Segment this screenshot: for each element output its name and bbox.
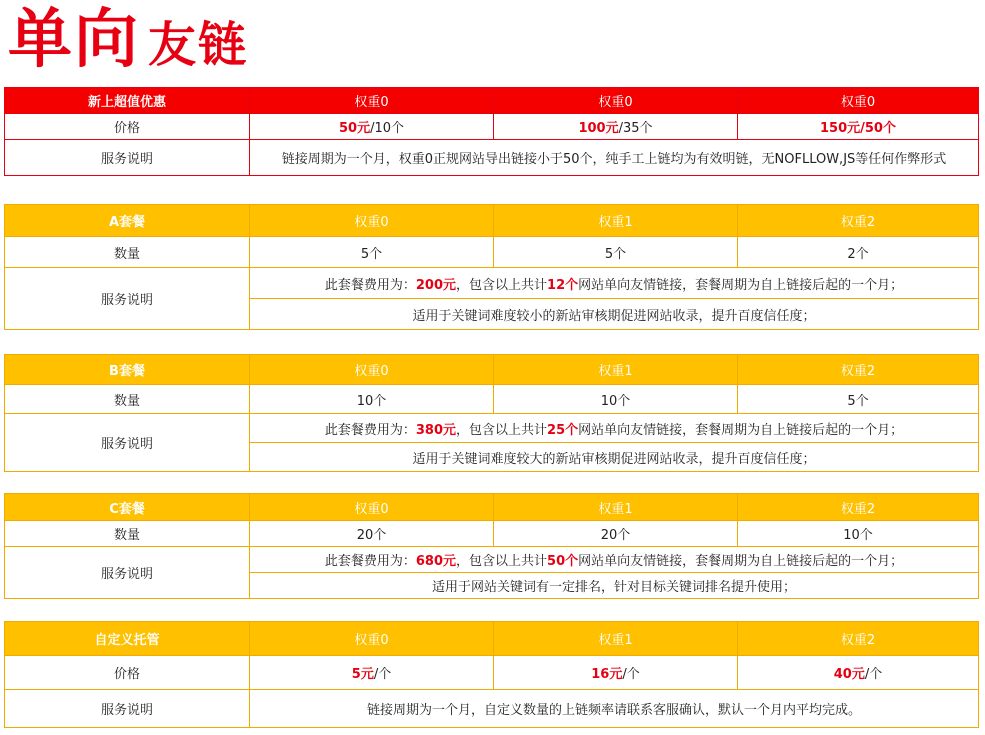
table-header-row <box>5 88 979 114</box>
quantity-cell: 10个 <box>494 385 738 414</box>
package-name: B套餐 <box>5 355 250 385</box>
weight-header: 权重2 <box>738 494 979 521</box>
price-unit: /个 <box>864 667 883 682</box>
package-price: 200元 <box>415 277 457 293</box>
package-count: 12个 <box>547 277 579 293</box>
weight-header: 权重1 <box>494 355 738 385</box>
quantity-cell: 5个 <box>494 237 738 268</box>
quantity-row <box>5 385 979 414</box>
weight-header: 权重0 <box>738 88 979 114</box>
price-cell <box>494 114 738 140</box>
price-unit: /个 <box>622 667 640 682</box>
service-row <box>5 547 979 573</box>
weight-header: 权重0 <box>250 622 494 656</box>
desc-text: 此套餐费用为： <box>324 422 416 438</box>
row-label: 服务说明 <box>5 140 250 176</box>
price-value: 5元 <box>351 667 374 682</box>
desc-text: 网站单向友情链接，套餐周期为自上链接后起的一个月； <box>578 277 904 293</box>
quantity-cell: 10个 <box>250 385 494 414</box>
weight-header: 权重2 <box>738 622 979 656</box>
quantity-cell: 2个 <box>738 237 979 268</box>
price-unit: /10个 <box>370 121 405 136</box>
desc-text: 此套餐费用为： <box>324 554 416 569</box>
service-usage: 适用于关键词难度较小的新站审核期促进网站收录，提升百度信任度； <box>250 299 979 330</box>
desc-text: 网站单向友情链接，套餐周期为自上链接后起的一个月； <box>578 422 904 438</box>
service-row <box>5 690 979 728</box>
service-row <box>5 414 979 443</box>
table-header-row <box>5 622 979 656</box>
row-label: 数量 <box>5 385 250 414</box>
service-description <box>250 414 979 443</box>
weight-header: 权重0 <box>494 88 738 114</box>
weight-header: 权重2 <box>738 205 979 237</box>
price-cell <box>738 656 979 690</box>
weight-header: 权重0 <box>250 494 494 521</box>
quantity-cell: 5个 <box>738 385 979 414</box>
quantity-cell: 20个 <box>494 521 738 547</box>
package-name: A套餐 <box>5 205 250 237</box>
custom-hosting-table <box>4 621 979 728</box>
package-a-table <box>4 204 979 330</box>
desc-text: ，包含以上共计 <box>456 277 548 293</box>
row-label: 数量 <box>5 521 250 547</box>
desc-text: ，包含以上共计 <box>456 422 548 438</box>
weight-header: 权重2 <box>738 355 979 385</box>
desc-text: ，包含以上共计 <box>456 554 548 569</box>
price-value: 100元 <box>578 121 619 136</box>
table-header-row <box>5 494 979 521</box>
price-cell <box>250 114 494 140</box>
weight-header: 权重1 <box>494 494 738 521</box>
price-row <box>5 656 979 690</box>
quantity-row <box>5 521 979 547</box>
title-part2: 友链 <box>148 17 249 73</box>
package-b-table <box>4 354 979 472</box>
service-description <box>250 547 979 573</box>
row-label: 服务说明 <box>5 690 250 728</box>
table-header-row <box>5 205 979 237</box>
desc-text: 网站单向友情链接，套餐周期为自上链接后起的一个月； <box>578 554 904 569</box>
quantity-cell: 20个 <box>250 521 494 547</box>
price-value: 150元/50个 <box>820 121 896 136</box>
package-name: C套餐 <box>5 494 250 521</box>
price-unit: /35个 <box>618 121 653 136</box>
service-description <box>250 268 979 299</box>
promo-table <box>4 87 979 176</box>
page-title <box>8 0 248 80</box>
service-usage: 适用于网站关键词有一定排名，针对目标关键词排名提升使用； <box>250 573 979 599</box>
price-row <box>5 114 979 140</box>
package-count: 25个 <box>547 422 579 438</box>
price-cell <box>494 656 738 690</box>
package-price: 680元 <box>415 554 457 569</box>
row-label: 服务说明 <box>5 268 250 330</box>
price-value: 50元 <box>338 121 371 136</box>
package-price: 380元 <box>415 422 457 438</box>
row-label: 服务说明 <box>5 547 250 599</box>
quantity-row <box>5 237 979 268</box>
price-unit: /个 <box>373 667 392 682</box>
title-part1: 单向 <box>8 3 140 77</box>
desc-text: 此套餐费用为： <box>324 277 416 293</box>
package-count: 50个 <box>547 554 579 569</box>
service-row <box>5 140 979 176</box>
price-value: 40元 <box>833 667 865 682</box>
weight-header: 权重0 <box>250 355 494 385</box>
service-usage: 适用于关键词难度较大的新站审核期促进网站收录，提升百度信任度； <box>250 443 979 472</box>
row-label: 数量 <box>5 237 250 268</box>
weight-header: 权重0 <box>250 88 494 114</box>
price-cell <box>250 656 494 690</box>
service-description: 链接周期为一个月，权重0正规网站导出链接小于50个，纯手工上链均为有效明链，无NOFLLOW,JS等任何作弊形式 <box>250 140 979 176</box>
weight-header: 权重1 <box>494 205 738 237</box>
table-header-row <box>5 355 979 385</box>
row-label: 价格 <box>5 656 250 690</box>
weight-header: 权重1 <box>494 622 738 656</box>
quantity-cell: 5个 <box>250 237 494 268</box>
row-label: 价格 <box>5 114 250 140</box>
row-label: 服务说明 <box>5 414 250 472</box>
price-cell <box>738 114 979 140</box>
quantity-cell: 10个 <box>738 521 979 547</box>
package-name: 自定义托管 <box>5 622 250 656</box>
service-description: 链接周期为一个月，自定义数量的上链频率请联系客服确认，默认一个月内平均完成。 <box>250 690 979 728</box>
package-c-table <box>4 493 979 599</box>
price-value: 16元 <box>591 667 623 682</box>
package-name: 新上超值优惠 <box>5 88 250 114</box>
weight-header: 权重0 <box>250 205 494 237</box>
service-row <box>5 268 979 299</box>
